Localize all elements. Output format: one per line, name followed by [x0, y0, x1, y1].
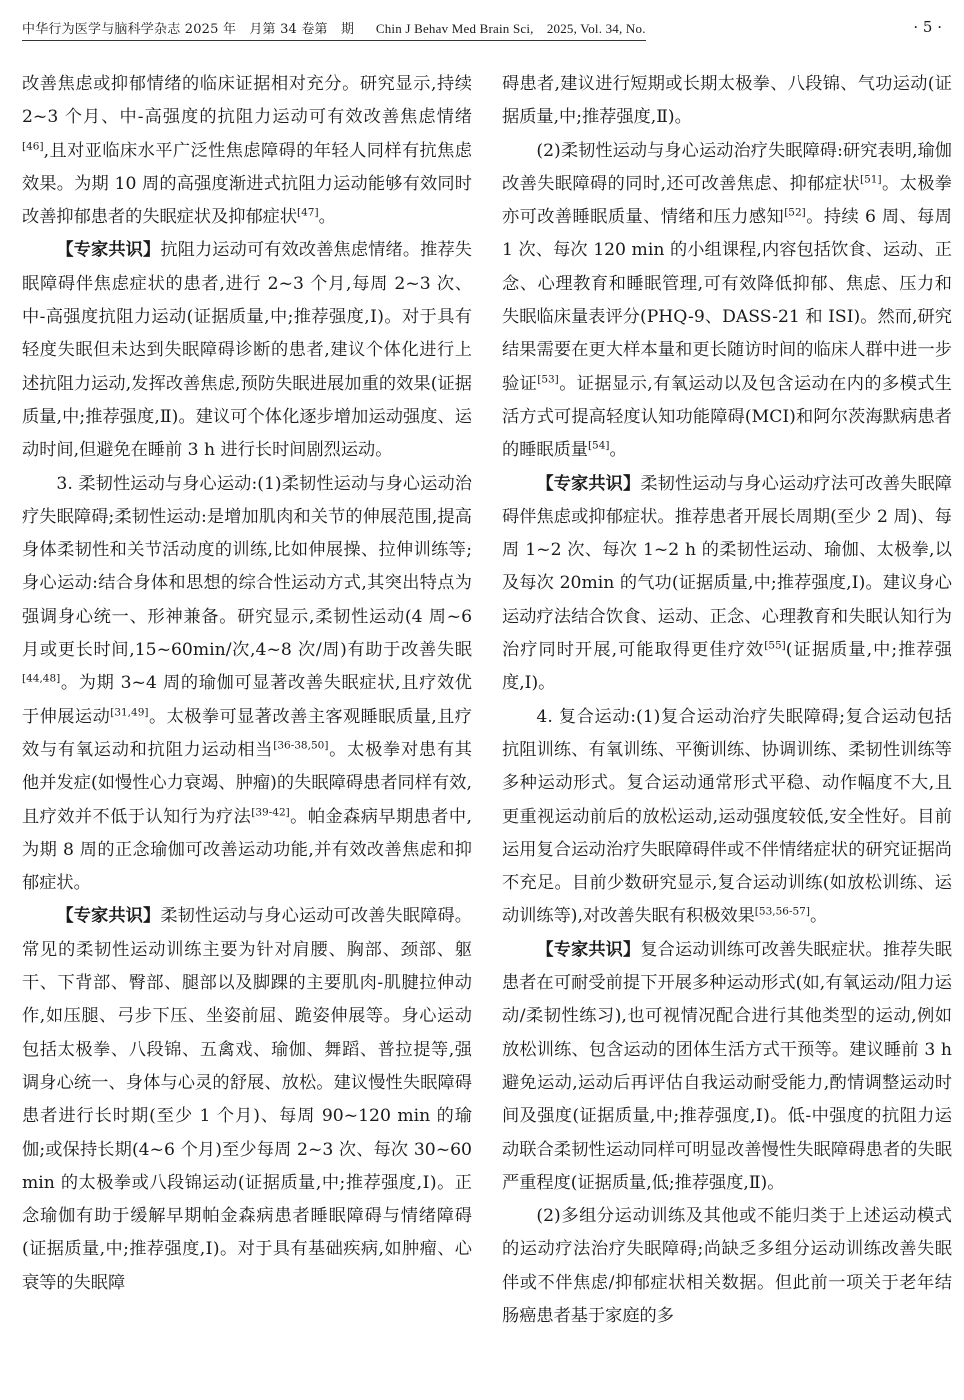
- expert-consensus-mindbody: 【专家共识】柔韧性运动与身心运动疗法可改善失眠障碍伴焦虑或抑郁症状。推荐患者开展长周期(至少 2 周)、每周 1~2 次、每次 1~2 h 的柔韧性运动、瑜伽、太极拳,以及每次 20min 的气功(证据质量,中;推荐强度,Ⅰ)。建议身心运动疗法结合饮食、运动、正念、心理教育和失眠认知行为治疗同时开展,可能取得更佳疗效[55](证据质量,中;推荐强度,Ⅰ)。: [502, 473, 952, 694]
- expert-consensus-resistance: 【专家共识】抗阻力运动可有效改善焦虑情绪。推荐失眠障碍伴焦虑症状的患者,进行 2~3 个月,每周 2~3 次、中-高强度抗阻力运动(证据质量,中;推荐强度,Ⅰ)。对于具有轻度失眠但未达到失眠障碍诊断的患者,建议个体化进行上述抗阻力运动,发挥改善焦虑,预防失眠进展加重的效果(证据质量,中;推荐强度,Ⅱ)。建议可个体化逐步增加运动强度、运动时间,但避免在睡前 3 h 进行长时间剧烈运动。: [22, 240, 472, 461]
- consensus-label: 【专家共识】: [56, 906, 161, 927]
- citation: [36-38,50]: [273, 739, 329, 752]
- citation: [44,48]: [22, 672, 61, 685]
- citation: [51]: [860, 173, 882, 186]
- consensus-label: 【专家共识】: [56, 240, 161, 261]
- citation: [47]: [297, 206, 319, 219]
- right-column: [502, 68, 952, 1333]
- citation: [53,56-57]: [754, 905, 810, 918]
- running-header: [22, 14, 942, 40]
- citation: [39-42]: [251, 805, 290, 818]
- citation: [54]: [587, 439, 610, 452]
- citation: [31,49]: [110, 705, 149, 718]
- paragraph-mindbody-anxiety: (2)柔韧性运动与身心运动治疗失眠障碍:研究表明,瑜伽改善失眠障碍的同时,还可改善焦虑、抑郁症状[51]。太极拳亦可改善睡眠质量、情绪和压力感知[52]。持续 6 周、每周 1 次、每次 120 min 的小组课程,内容包括饮食、运动、正念、心理教育和睡眠管理,可有效降低抑郁、焦虑、压力和失眠临床量表评分(PHQ-9、DASS-21 和 ISI)。然而,研究结果需要在更大样本量和更长随访时间的临床人群中进一步验证[53]。证据显示,有氧运动以及包含运动在内的多模式生活方式可提高轻度认知功能障碍(MCI)和阿尔茨海默病患者的睡眠质量[54]。: [502, 140, 952, 461]
- citation: [55]: [764, 639, 786, 652]
- journal-citation: [22, 18, 646, 41]
- citation: [46]: [22, 139, 44, 152]
- expert-consensus-flexibility: 【专家共识】柔韧性运动与身心运动可改善失眠障碍。常见的柔韧性运动训练主要为针对肩腰、胸部、颈部、躯干、下背部、臀部、腿部以及脚踝的主要肌肉-肌腱拉伸动作,如压腿、弓步下压、坐姿前屈、跪姿伸展等。身心运动包括太极拳、八段锦、五禽戏、瑜伽、舞蹈、普拉提等,强调身心统一、身体与心灵的舒展、放松。建议慢性失眠障碍患者进行长时期(至少 1 个月)、每周 90~120 min 的瑜伽;或保持长期(4~6 个月)至少每周 2~3 次、每次 30~60 min 的太极拳或八段锦运动(证据质量,中;推荐强度,Ⅰ)。正念瑜伽有助于缓解早期帕金森病患者睡眠障碍与情绪障碍(证据质量,中;推荐强度,Ⅰ)。对于具有基础疾病,如肿瘤、心衰等的失眠障: [22, 906, 472, 1293]
- citation: [52]: [784, 206, 806, 219]
- paragraph-multicomponent: (2)多组分运动训练及其他或不能归类于上述运动模式的运动疗法治疗失眠障碍;尚缺乏多组分运动训练改善失眠伴或不伴焦虑/抑郁症状相关数据。但此前一项关于老年结肠癌患者基于家庭的多: [502, 1206, 952, 1326]
- paragraph-continuation: 碍患者,建议进行短期或长期太极拳、八段锦、气功运动(证据质量,中;推荐强度,Ⅱ)。: [502, 74, 952, 128]
- journal-title-en: Chin J Behav Med Brain Sci, 2025, Vol. 34, No.: [375, 21, 646, 36]
- paragraph-compound-exercise: 4. 复合运动:(1)复合运动治疗失眠障碍;复合运动包括抗阻训练、有氧训练、平衡训练、协调训练、柔韧性训练等多种运动形式。复合运动通常形式平稳、动作幅度不大,且更重视运动前后的放松运动,运动强度较低,安全性好。目前运用复合运动治疗失眠障碍伴或不伴情绪症状的研究证据尚不充足。目前少数研究显示,复合运动训练(如放松训练、运动训练等),对改善失眠有积极效果[53,56-57]。: [502, 706, 952, 927]
- journal-title-cn: 中华行为医学与脑科学杂志 2025 年 月第 34 卷第 期: [22, 22, 355, 37]
- paragraph-anxiety-evidence: 改善焦虑或抑郁情绪的临床证据相对充分。研究显示,持续 2~3 个月、中-高强度的抗阻力运动可有效改善焦虑情绪[46],且对亚临床水平广泛性焦虑障碍的年轻人同样有抗焦虑效果。为期 10 周的高强度渐进式抗阻力运动能够有效同时改善抑郁患者的失眠症状及抑郁症状[47]。: [22, 74, 472, 228]
- paragraph-flexibility-mindbody: 3. 柔韧性运动与身心运动:(1)柔韧性运动与身心运动治疗失眠障碍;柔韧性运动:是增加肌肉和关节的伸展范围,提高身体柔韧性和关节活动度的训练,比如伸展操、拉伸训练等;身心运动:结合身体和思想的综合性运动方式,其突出特点为强调身心统一、形神兼备。研究显示,柔韧性运动(4 周~6 月或更长时间,15~60min/次,4~8 次/周)有助于改善失眠[44,48]。为期 3~4 周的瑜伽可显著改善失眠症状,且疗效优于伸展运动[31,49]。太极拳可显著改善主客观睡眠质量,且疗效与有氧运动和抗阻力运动相当[36-38,50]。太极拳对患有其他并发症(如慢性心力衰竭、肿瘤)的失眠障碍患者同样有效,且疗效并不低于认知行为疗法[39-42]。帕金森病早期患者中,为期 8 周的正念瑜伽可改善运动功能,并有效改善焦虑和抑郁症状。: [22, 473, 472, 894]
- page-number: · 5 ·: [913, 18, 942, 36]
- citation: [53]: [537, 372, 559, 385]
- consensus-label: 【专家共识】: [536, 939, 641, 960]
- consensus-label: 【专家共识】: [536, 473, 641, 494]
- expert-consensus-compound: 【专家共识】复合运动训练可改善失眠症状。推荐失眠患者在可耐受前提下开展多种运动形式(如,有氧运动/阻力运动/柔韧性练习),也可视情况配合进行其他类型的运动,例如放松训练、包含运动的团体生活方式干预等。建议睡前 3 h 避免运动,运动后再评估自我运动耐受能力,酌情调整运动时间及强度(证据质量,中;推荐强度,Ⅰ)。低-中强度的抗阻力运动联合柔韧性运动同样可明显改善慢性失眠障碍患者的失眠严重程度(证据质量,低;推荐强度,Ⅱ)。: [502, 939, 952, 1193]
- left-column: [22, 68, 472, 1300]
